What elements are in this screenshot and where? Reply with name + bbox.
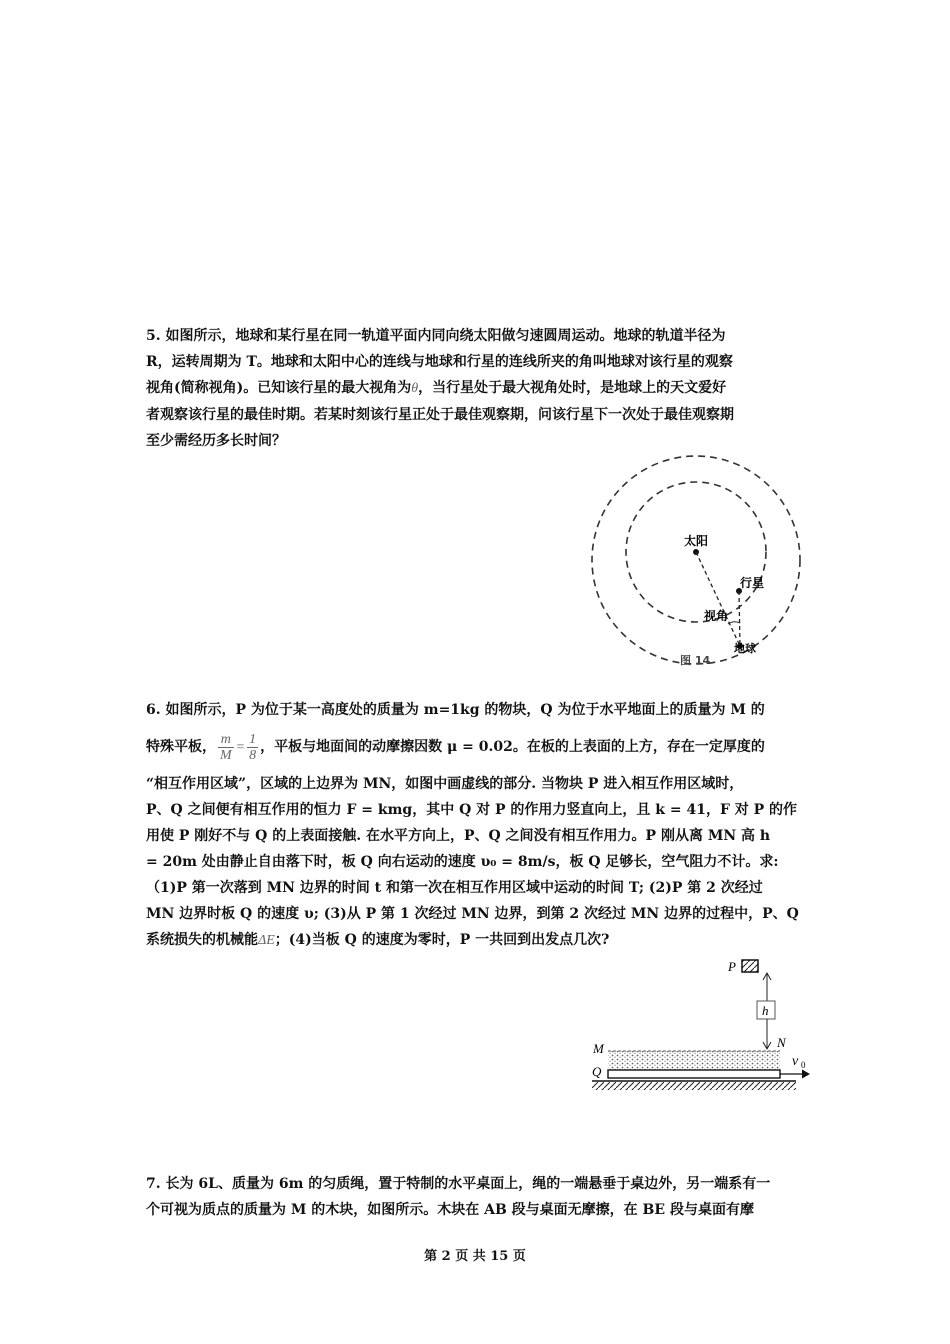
fraction-1-over-8: $\frac{1}{8}$: [249, 731, 257, 763]
h-label: h: [762, 1003, 769, 1018]
figure-caption: 图 14: [680, 654, 711, 667]
question-7: [146, 1171, 810, 1223]
q-label: Q: [592, 1064, 602, 1079]
orbit-diagram: [588, 448, 803, 667]
q6-line-9: 系统损失的机械能ΔE；(4)当板 Q 的速度为零时，P 一共回到出发点几次?: [146, 932, 610, 948]
question-5: [146, 323, 810, 454]
sun-label: 太阳: [684, 534, 709, 548]
velocity-arrowhead: [802, 1070, 809, 1078]
p-label: P: [728, 959, 736, 974]
sun-earth-line: [696, 552, 740, 646]
planet-earth-line: [739, 591, 740, 646]
theta-symbol: θ: [411, 381, 419, 396]
question-6: [146, 697, 810, 954]
q7-line-2: 个可视为质点的质量为 M 的木块，如图所示。木块在 AB 段与桌面无摩擦，在 BE 段与桌面有摩: [146, 1202, 754, 1218]
q6-line-1: 6. 如图所示，P 为位于某一高度处的质量为 m=1kg 的物块，Q 为位于水平地面上的质量为 M 的: [146, 702, 765, 718]
q5-line-4: 者观察该行星的最佳时期。若某时刻该行星正处于最佳观察期，问该行星下一次处于最佳观察期: [146, 407, 734, 423]
ground-hatch: [592, 1082, 796, 1090]
earth-label: 地球: [734, 642, 756, 655]
q6-line-8: MN 边界时板 Q 的速度 υ; (3)从 P 第 1 次经过 MN 边界，到第 2 次经过 MN 边界的过程中，P、Q: [146, 906, 799, 922]
q5-line-1: 5. 如图所示，地球和某行星在同一轨道平面内同向绕太阳做匀速圆周运动。地球的轨道半径为: [146, 328, 726, 344]
page-footer: 第 2 页 共 15 页: [424, 1249, 526, 1264]
angle-label: 视角: [704, 609, 729, 623]
m-label: M: [593, 1041, 604, 1056]
interaction-region: [608, 1051, 780, 1070]
plate-q: [608, 1070, 780, 1078]
earth-orbit: [592, 456, 800, 664]
q5-line-5: 至少需经历多长时间？: [146, 433, 286, 449]
q6-line-5: 用使 P 刚好不与 Q 的上表面接触. 在水平方向上，P、Q 之间没有相互作用力。P 刚从离 MN 高 h: [146, 828, 771, 844]
v-subscript: 0: [801, 1060, 806, 1070]
q6-line-2: 特殊平板， $\frac{m}{M}$ = $\frac{1}{8}$ ，平板与地面间的动摩擦因数 μ = 0.02。在板的上表面的上方，存在一定厚度的: [146, 731, 765, 763]
delta-e-symbol: ΔE: [258, 933, 275, 948]
q5-line-2: R，运转周期为 T。地球和太阳中心的连线与地球和行星的连线所夹的角叫地球对该行星的观察: [146, 354, 733, 370]
q5-line-3: 视角(简称视角)。已知该行星的最大视角为θ，当行星处于最大视角处时，是地球上的天文爱好: [146, 380, 727, 396]
q6-line-7: （1)P 第一次落到 MN 边界的时间 t 和第一次在相互作用区域中运动的时间 T; (2)P 第 2 次经过: [146, 880, 763, 896]
v-label: v: [792, 1054, 799, 1069]
plate-diagram: [586, 950, 814, 1098]
q6-line-3: “相互作用区域”，区域的上边界为 MN，如图中画虚线的部分. 当物块 P 进入相互作用区域时，: [146, 776, 744, 792]
block-p: [742, 960, 758, 972]
n-label: N: [777, 1035, 786, 1050]
fraction-m-over-M: $\frac{m}{M}$: [220, 731, 232, 763]
q6-line-4: P、Q 之间便有相互作用的恒力 F = kmg，其中 Q 对 P 的作用力竖直向上，且 k = 41，F 对 P 的作: [146, 802, 798, 818]
q7-line-1: 7. 长为 6L、质量为 6m 的匀质绳，置于特制的水平桌面上，绳的一端悬垂于桌边外，另一端系有一: [146, 1176, 771, 1192]
planet-label: 行星: [740, 576, 765, 590]
q6-line-6: = 20m 处由静止自由落下时，板 Q 向右运动的速度 υ₀ = 8m/s，板 Q 足够长，空气阻力不计。求:: [146, 854, 779, 870]
